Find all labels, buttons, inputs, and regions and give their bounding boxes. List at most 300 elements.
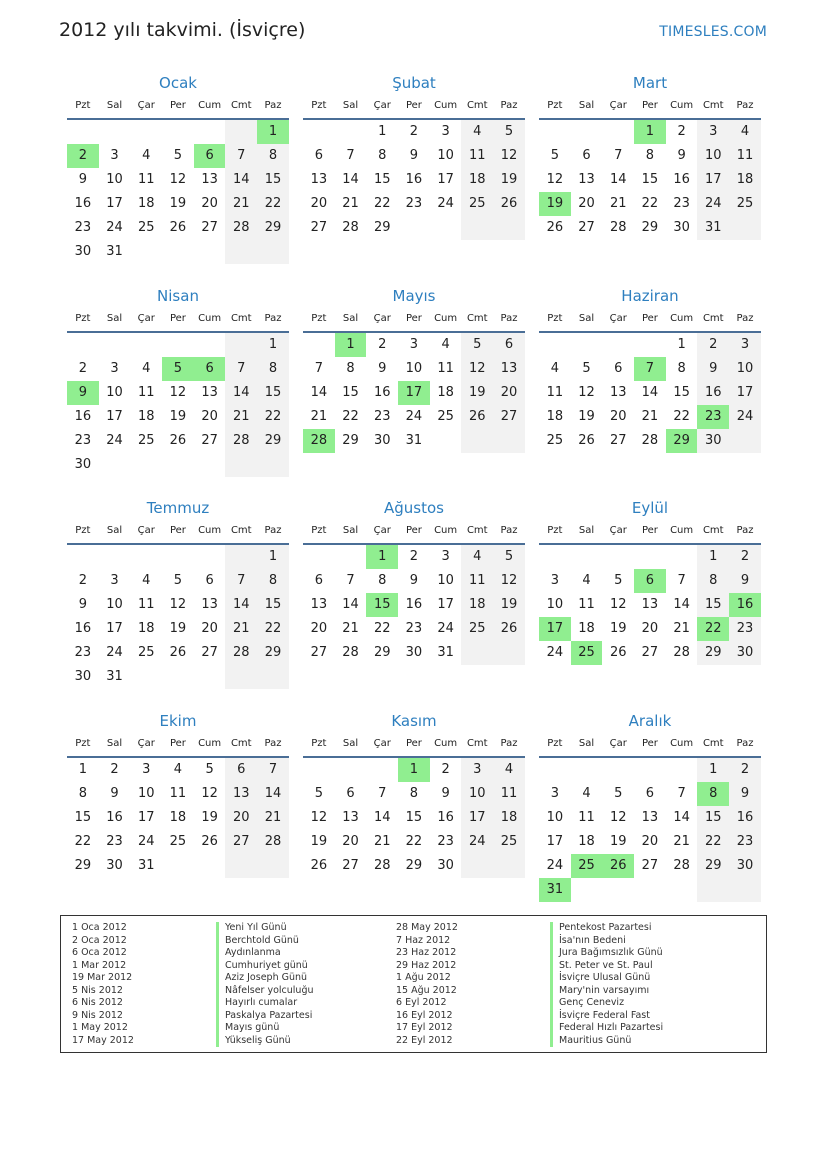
day-cell[interactable]: 6: [582, 148, 591, 163]
day-cell[interactable]: 5: [550, 148, 559, 163]
holiday-day-cell[interactable]: 15: [366, 593, 398, 617]
day-cell[interactable]: 6: [346, 786, 355, 801]
day-cell[interactable]: 3: [441, 124, 450, 139]
day-cell[interactable]: 22: [342, 409, 359, 424]
day-cell[interactable]: 8: [257, 144, 289, 168]
day-cell[interactable]: 26: [169, 220, 187, 235]
day-cell[interactable]: 16: [74, 621, 92, 636]
day-cell[interactable]: 25: [493, 830, 525, 854]
day-cell[interactable]: 4: [142, 573, 151, 588]
day-cell[interactable]: 28: [373, 858, 391, 873]
day-cell[interactable]: 4: [461, 120, 493, 144]
brand-logo[interactable]: TIMESLES.COM: [659, 24, 767, 40]
holiday-day-cell[interactable]: 6: [194, 357, 226, 381]
day-cell[interactable]: 6: [314, 148, 323, 163]
day-cell[interactable]: 16: [729, 806, 761, 830]
day-cell[interactable]: 7: [225, 144, 257, 168]
day-cell[interactable]: 21: [373, 834, 391, 849]
holiday-day-cell[interactable]: 8: [697, 782, 729, 806]
day-cell[interactable]: 22: [697, 830, 729, 854]
day-cell[interactable]: 13: [310, 597, 328, 612]
day-cell[interactable]: 24: [437, 196, 454, 211]
day-cell[interactable]: 28: [225, 216, 257, 240]
day-cell[interactable]: 16: [74, 409, 92, 424]
day-cell[interactable]: 2: [441, 762, 450, 777]
day-cell[interactable]: 13: [342, 810, 359, 825]
day-cell[interactable]: 15: [405, 810, 423, 825]
day-cell[interactable]: 25: [137, 645, 155, 660]
day-cell[interactable]: 11: [137, 385, 155, 400]
day-cell[interactable]: 19: [609, 621, 627, 636]
day-cell[interactable]: 26: [609, 645, 627, 660]
day-cell[interactable]: 15: [697, 593, 729, 617]
day-cell[interactable]: 21: [641, 409, 659, 424]
day-cell[interactable]: 12: [461, 357, 493, 381]
day-cell[interactable]: 23: [74, 433, 92, 448]
day-cell[interactable]: 30: [74, 457, 92, 472]
day-cell[interactable]: 21: [225, 192, 257, 216]
day-cell[interactable]: 17: [437, 597, 454, 612]
day-cell[interactable]: 9: [78, 597, 87, 612]
day-cell[interactable]: 15: [257, 381, 289, 405]
day-cell[interactable]: 20: [201, 621, 218, 636]
day-cell[interactable]: 18: [169, 810, 187, 825]
day-cell[interactable]: 22: [405, 834, 423, 849]
day-cell[interactable]: 13: [201, 597, 218, 612]
day-cell[interactable]: 7: [225, 357, 257, 381]
day-cell[interactable]: 16: [405, 597, 423, 612]
day-cell[interactable]: 14: [225, 381, 257, 405]
day-cell[interactable]: 10: [546, 597, 564, 612]
day-cell[interactable]: 14: [342, 597, 359, 612]
day-cell[interactable]: 29: [697, 854, 729, 878]
day-cell[interactable]: 24: [106, 433, 123, 448]
day-cell[interactable]: 15: [74, 810, 92, 825]
day-cell[interactable]: 31: [405, 433, 423, 448]
day-cell[interactable]: 11: [578, 597, 595, 612]
day-cell[interactable]: 25: [169, 834, 187, 849]
day-cell[interactable]: 24: [437, 621, 454, 636]
day-cell[interactable]: 25: [137, 220, 155, 235]
day-cell[interactable]: 22: [74, 834, 92, 849]
day-cell[interactable]: 12: [609, 810, 627, 825]
day-cell[interactable]: 10: [546, 810, 564, 825]
day-cell[interactable]: 30: [74, 669, 92, 684]
day-cell[interactable]: 12: [169, 597, 187, 612]
holiday-day-cell[interactable]: 1: [257, 120, 289, 144]
day-cell[interactable]: 12: [546, 172, 564, 187]
day-cell[interactable]: 23: [74, 645, 92, 660]
day-cell[interactable]: 19: [493, 593, 525, 617]
day-cell[interactable]: 20: [201, 409, 218, 424]
day-cell[interactable]: 9: [378, 361, 387, 376]
holiday-day-cell[interactable]: 26: [602, 854, 634, 878]
day-cell[interactable]: 18: [493, 806, 525, 830]
day-cell[interactable]: 7: [677, 786, 686, 801]
day-cell[interactable]: 31: [437, 645, 454, 660]
holiday-day-cell[interactable]: 1: [366, 545, 398, 569]
day-cell[interactable]: 7: [257, 758, 289, 782]
holiday-day-cell[interactable]: 19: [539, 192, 571, 216]
day-cell[interactable]: 14: [342, 172, 359, 187]
day-cell[interactable]: 25: [137, 433, 155, 448]
day-cell[interactable]: 8: [645, 148, 655, 163]
day-cell[interactable]: 26: [310, 858, 328, 873]
day-cell[interactable]: 15: [257, 168, 289, 192]
day-cell[interactable]: 12: [310, 810, 328, 825]
day-cell[interactable]: 26: [169, 433, 187, 448]
day-cell[interactable]: 2: [378, 337, 387, 352]
day-cell[interactable]: 18: [137, 621, 155, 636]
day-cell[interactable]: 25: [461, 192, 493, 216]
day-cell[interactable]: 28: [641, 433, 659, 448]
day-cell[interactable]: 31: [137, 858, 155, 873]
day-cell[interactable]: 16: [673, 172, 690, 187]
day-cell[interactable]: 16: [74, 196, 92, 211]
day-cell[interactable]: 23: [74, 220, 92, 235]
day-cell[interactable]: 5: [173, 148, 183, 163]
day-cell[interactable]: 10: [106, 385, 123, 400]
day-cell[interactable]: 14: [225, 168, 257, 192]
day-cell[interactable]: 23: [106, 834, 123, 849]
day-cell[interactable]: 8: [78, 786, 87, 801]
day-cell[interactable]: 12: [169, 385, 187, 400]
day-cell[interactable]: 2: [729, 758, 761, 782]
day-cell[interactable]: 20: [578, 196, 595, 211]
day-cell[interactable]: 3: [409, 337, 419, 352]
day-cell[interactable]: 26: [169, 645, 187, 660]
day-cell[interactable]: 19: [493, 168, 525, 192]
day-cell[interactable]: 15: [373, 172, 391, 187]
day-cell[interactable]: 4: [461, 545, 493, 569]
day-cell[interactable]: 7: [614, 148, 623, 163]
day-cell[interactable]: 9: [729, 782, 761, 806]
day-cell[interactable]: 5: [314, 786, 323, 801]
holiday-day-cell[interactable]: 1: [398, 758, 430, 782]
day-cell[interactable]: 25: [461, 617, 493, 641]
day-cell[interactable]: 9: [697, 357, 729, 381]
day-cell[interactable]: 10: [437, 148, 454, 163]
day-cell[interactable]: 29: [373, 645, 391, 660]
day-cell[interactable]: 24: [106, 645, 123, 660]
day-cell[interactable]: 2: [697, 333, 729, 357]
day-cell[interactable]: 31: [106, 669, 123, 684]
day-cell[interactable]: 13: [578, 172, 595, 187]
day-cell[interactable]: 27: [641, 858, 659, 873]
holiday-day-cell[interactable]: 28: [303, 429, 335, 453]
day-cell[interactable]: 29: [257, 641, 289, 665]
day-cell[interactable]: 9: [677, 148, 686, 163]
day-cell[interactable]: 16: [373, 385, 391, 400]
day-cell[interactable]: 21: [225, 617, 257, 641]
day-cell[interactable]: 18: [137, 196, 155, 211]
day-cell[interactable]: 21: [225, 405, 257, 429]
day-cell[interactable]: 10: [405, 361, 423, 376]
day-cell[interactable]: 19: [169, 196, 187, 211]
day-cell[interactable]: 11: [493, 782, 525, 806]
holiday-day-cell[interactable]: 29: [666, 429, 698, 453]
day-cell[interactable]: 5: [493, 545, 525, 569]
day-cell[interactable]: 30: [729, 854, 761, 878]
day-cell[interactable]: 8: [257, 569, 289, 593]
day-cell[interactable]: 13: [641, 597, 659, 612]
day-cell[interactable]: 6: [493, 333, 525, 357]
day-cell[interactable]: 19: [169, 621, 187, 636]
holiday-day-cell[interactable]: 9: [67, 381, 99, 405]
day-cell[interactable]: 3: [110, 148, 119, 163]
day-cell[interactable]: 4: [582, 573, 591, 588]
day-cell[interactable]: 29: [405, 858, 423, 873]
day-cell[interactable]: 22: [257, 192, 289, 216]
day-cell[interactable]: 10: [137, 786, 155, 801]
day-cell[interactable]: 28: [673, 645, 690, 660]
day-cell[interactable]: 4: [550, 361, 559, 376]
day-cell[interactable]: 5: [205, 762, 214, 777]
day-cell[interactable]: 7: [378, 786, 387, 801]
day-cell[interactable]: 8: [257, 357, 289, 381]
day-cell[interactable]: 25: [729, 192, 761, 216]
day-cell[interactable]: 12: [578, 385, 595, 400]
day-cell[interactable]: 11: [169, 786, 187, 801]
day-cell[interactable]: 22: [373, 621, 391, 636]
day-cell[interactable]: 29: [373, 220, 391, 235]
day-cell[interactable]: 13: [201, 172, 218, 187]
holiday-day-cell[interactable]: 17: [539, 617, 571, 641]
day-cell[interactable]: 8: [378, 148, 387, 163]
day-cell[interactable]: 24: [461, 830, 493, 854]
day-cell[interactable]: 22: [373, 196, 391, 211]
day-cell[interactable]: 28: [342, 645, 359, 660]
day-cell[interactable]: 3: [729, 333, 761, 357]
day-cell[interactable]: 19: [461, 381, 493, 405]
day-cell[interactable]: 27: [641, 645, 659, 660]
day-cell[interactable]: 5: [614, 573, 623, 588]
day-cell[interactable]: 12: [609, 597, 627, 612]
holiday-day-cell[interactable]: 1: [335, 333, 367, 357]
day-cell[interactable]: 21: [342, 196, 359, 211]
holiday-day-cell[interactable]: 25: [571, 854, 603, 878]
day-cell[interactable]: 28: [225, 641, 257, 665]
day-cell[interactable]: 19: [578, 409, 595, 424]
day-cell[interactable]: 1: [697, 545, 729, 569]
holiday-day-cell[interactable]: 23: [697, 405, 729, 429]
day-cell[interactable]: 10: [437, 573, 454, 588]
day-cell[interactable]: 13: [493, 357, 525, 381]
day-cell[interactable]: 2: [409, 124, 419, 139]
day-cell[interactable]: 18: [578, 621, 595, 636]
day-cell[interactable]: 22: [257, 617, 289, 641]
day-cell[interactable]: 12: [169, 172, 187, 187]
day-cell[interactable]: 13: [310, 172, 328, 187]
day-cell[interactable]: 24: [697, 192, 729, 216]
day-cell[interactable]: 2: [78, 361, 87, 376]
day-cell[interactable]: 10: [106, 597, 123, 612]
day-cell[interactable]: 20: [225, 806, 257, 830]
day-cell[interactable]: 23: [729, 830, 761, 854]
day-cell[interactable]: 26: [493, 192, 525, 216]
day-cell[interactable]: 15: [342, 385, 359, 400]
day-cell[interactable]: 16: [697, 381, 729, 405]
day-cell[interactable]: 9: [729, 569, 761, 593]
day-cell[interactable]: 26: [546, 220, 564, 235]
day-cell[interactable]: 11: [729, 144, 761, 168]
day-cell[interactable]: 17: [137, 810, 155, 825]
holiday-day-cell[interactable]: 31: [539, 878, 571, 902]
day-cell[interactable]: 1: [697, 758, 729, 782]
day-cell[interactable]: 9: [441, 786, 450, 801]
day-cell[interactable]: 27: [310, 220, 328, 235]
day-cell[interactable]: 26: [461, 405, 493, 429]
day-cell[interactable]: 23: [437, 834, 454, 849]
day-cell[interactable]: 20: [641, 621, 659, 636]
day-cell[interactable]: 5: [614, 786, 623, 801]
day-cell[interactable]: 30: [373, 433, 391, 448]
day-cell[interactable]: 11: [578, 810, 595, 825]
day-cell[interactable]: 19: [169, 409, 187, 424]
day-cell[interactable]: 29: [74, 858, 92, 873]
day-cell[interactable]: 4: [729, 120, 761, 144]
day-cell[interactable]: 30: [74, 244, 92, 259]
day-cell[interactable]: 17: [461, 806, 493, 830]
day-cell[interactable]: 28: [225, 429, 257, 453]
day-cell[interactable]: 23: [405, 196, 423, 211]
day-cell[interactable]: 11: [137, 172, 155, 187]
day-cell[interactable]: 13: [609, 385, 627, 400]
day-cell[interactable]: 14: [257, 782, 289, 806]
day-cell[interactable]: 6: [314, 573, 323, 588]
day-cell[interactable]: 27: [310, 645, 328, 660]
day-cell[interactable]: 3: [697, 120, 729, 144]
day-cell[interactable]: 22: [673, 409, 690, 424]
day-cell[interactable]: 1: [78, 762, 87, 777]
day-cell[interactable]: 9: [409, 148, 419, 163]
day-cell[interactable]: 3: [550, 786, 559, 801]
day-cell[interactable]: 3: [110, 361, 119, 376]
day-cell[interactable]: 7: [346, 148, 355, 163]
day-cell[interactable]: 4: [142, 148, 151, 163]
day-cell[interactable]: 18: [461, 593, 493, 617]
day-cell[interactable]: 2: [409, 549, 419, 564]
holiday-day-cell[interactable]: 5: [162, 357, 194, 381]
day-cell[interactable]: 13: [225, 782, 257, 806]
day-cell[interactable]: 26: [493, 617, 525, 641]
day-cell[interactable]: 24: [729, 405, 761, 429]
day-cell[interactable]: 12: [493, 144, 525, 168]
day-cell[interactable]: 30: [106, 858, 123, 873]
day-cell[interactable]: 30: [697, 429, 729, 453]
day-cell[interactable]: 17: [697, 168, 729, 192]
day-cell[interactable]: 24: [106, 220, 123, 235]
holiday-day-cell[interactable]: 17: [398, 381, 430, 405]
day-cell[interactable]: 14: [225, 593, 257, 617]
day-cell[interactable]: 27: [201, 433, 218, 448]
day-cell[interactable]: 8: [697, 569, 729, 593]
day-cell[interactable]: 6: [614, 361, 623, 376]
day-cell[interactable]: 23: [673, 196, 690, 211]
day-cell[interactable]: 27: [201, 645, 218, 660]
day-cell[interactable]: 26: [578, 433, 595, 448]
day-cell[interactable]: 19: [201, 810, 218, 825]
day-cell[interactable]: 25: [437, 409, 454, 424]
holiday-day-cell[interactable]: 7: [634, 357, 666, 381]
day-cell[interactable]: 17: [729, 381, 761, 405]
day-cell[interactable]: 21: [310, 409, 328, 424]
day-cell[interactable]: 20: [641, 834, 659, 849]
day-cell[interactable]: 31: [106, 244, 123, 259]
day-cell[interactable]: 29: [342, 433, 359, 448]
day-cell[interactable]: 6: [225, 758, 257, 782]
holiday-day-cell[interactable]: 6: [194, 144, 226, 168]
day-cell[interactable]: 17: [437, 172, 454, 187]
day-cell[interactable]: 11: [461, 144, 493, 168]
day-cell[interactable]: 29: [257, 216, 289, 240]
day-cell[interactable]: 4: [173, 762, 183, 777]
day-cell[interactable]: 16: [106, 810, 123, 825]
day-cell[interactable]: 1: [257, 333, 289, 357]
day-cell[interactable]: 19: [310, 834, 328, 849]
day-cell[interactable]: 24: [137, 834, 155, 849]
day-cell[interactable]: 23: [405, 621, 423, 636]
day-cell[interactable]: 10: [697, 144, 729, 168]
day-cell[interactable]: 28: [257, 830, 289, 854]
day-cell[interactable]: 9: [110, 786, 119, 801]
holiday-day-cell[interactable]: 25: [571, 641, 603, 665]
day-cell[interactable]: 14: [373, 810, 391, 825]
day-cell[interactable]: 4: [493, 758, 525, 782]
day-cell[interactable]: 7: [677, 573, 686, 588]
holiday-day-cell[interactable]: 6: [634, 569, 666, 593]
day-cell[interactable]: 21: [673, 621, 690, 636]
day-cell[interactable]: 14: [673, 810, 690, 825]
day-cell[interactable]: 20: [609, 409, 627, 424]
day-cell[interactable]: 12: [493, 569, 525, 593]
day-cell[interactable]: 18: [729, 168, 761, 192]
day-cell[interactable]: 12: [201, 786, 218, 801]
day-cell[interactable]: 23: [373, 409, 391, 424]
day-cell[interactable]: 8: [409, 786, 419, 801]
day-cell[interactable]: 17: [106, 621, 123, 636]
day-cell[interactable]: 5: [582, 361, 591, 376]
day-cell[interactable]: 24: [546, 858, 564, 873]
day-cell[interactable]: 29: [257, 429, 289, 453]
holiday-day-cell[interactable]: 22: [697, 617, 729, 641]
day-cell[interactable]: 20: [201, 196, 218, 211]
day-cell[interactable]: 21: [673, 834, 690, 849]
day-cell[interactable]: 1: [677, 337, 686, 352]
holiday-day-cell[interactable]: 1: [634, 120, 666, 144]
holiday-day-cell[interactable]: 16: [729, 593, 761, 617]
day-cell[interactable]: 27: [201, 220, 218, 235]
day-cell[interactable]: 8: [346, 361, 355, 376]
day-cell[interactable]: 11: [137, 597, 155, 612]
day-cell[interactable]: 20: [310, 196, 328, 211]
day-cell[interactable]: 8: [378, 573, 387, 588]
day-cell[interactable]: 27: [342, 858, 359, 873]
day-cell[interactable]: 3: [110, 573, 119, 588]
day-cell[interactable]: 11: [437, 361, 454, 376]
day-cell[interactable]: 21: [342, 621, 359, 636]
day-cell[interactable]: 7: [346, 573, 355, 588]
day-cell[interactable]: 24: [405, 409, 423, 424]
day-cell[interactable]: 9: [78, 172, 87, 187]
day-cell[interactable]: 10: [729, 357, 761, 381]
day-cell[interactable]: 13: [641, 810, 659, 825]
day-cell[interactable]: 17: [106, 196, 123, 211]
day-cell[interactable]: 16: [405, 172, 423, 187]
day-cell[interactable]: 11: [546, 385, 564, 400]
day-cell[interactable]: 18: [578, 834, 595, 849]
day-cell[interactable]: 23: [729, 617, 761, 641]
